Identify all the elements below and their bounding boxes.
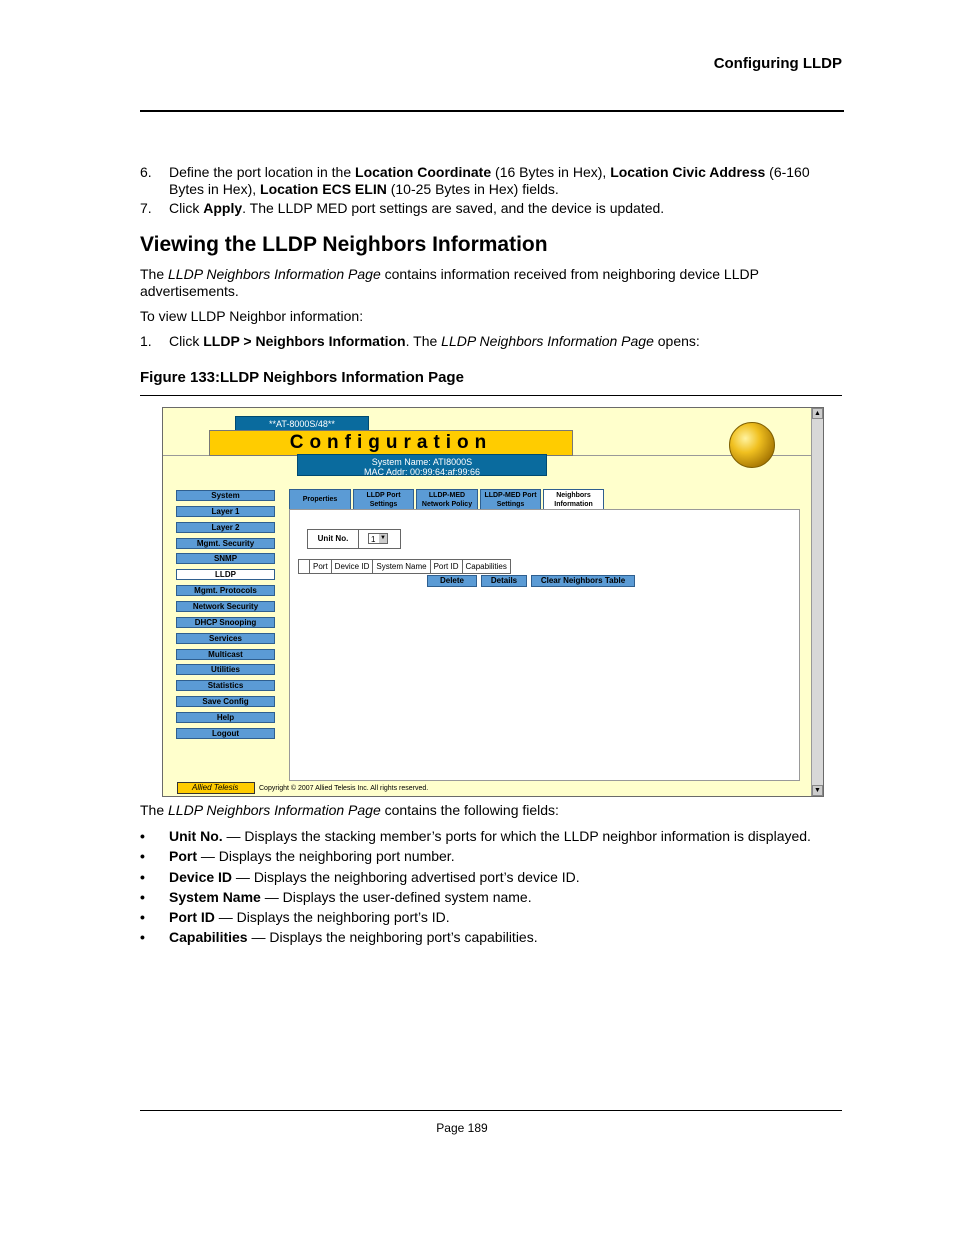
step-7-text (169, 200, 830, 217)
section-intro (140, 266, 820, 300)
scroll-down-icon[interactable]: ▼ (812, 785, 823, 796)
nav-item-utilities[interactable]: Utilities (176, 664, 275, 675)
unit-no-select[interactable]: 1 ▼ (368, 533, 388, 544)
lldp-neighbors-screenshot (162, 407, 824, 797)
vertical-scrollbar[interactable] (811, 408, 823, 796)
text-run: LLDP > Neighbors Information (203, 333, 406, 349)
unit-no-label: Unit No. (308, 530, 359, 548)
nav-item-network-security[interactable]: Network Security (176, 601, 275, 612)
list-item (140, 929, 811, 949)
text-run: LLDP Neighbors Information Page (441, 333, 654, 349)
nav-item-mgmt-security[interactable]: Mgmt. Security (176, 538, 275, 549)
text-run: Click (169, 200, 204, 216)
nav-item-system[interactable]: System (176, 490, 275, 501)
field-name: System Name (169, 888, 261, 905)
column-header: Port (310, 560, 332, 574)
tab-label-line2: Information (554, 501, 593, 508)
text-run: . The (405, 333, 442, 349)
column-header: Device ID (331, 560, 373, 574)
column-header: System Name (373, 560, 430, 574)
select-column-header (299, 560, 310, 574)
text-run: The (140, 802, 169, 818)
field-desc: — Displays the neighboring port’s capabilities. (247, 929, 538, 946)
text-run: Click (169, 333, 204, 349)
field-desc: — Displays the neighboring advertised port’s device ID. (232, 868, 580, 885)
running-header: Configuring LLDP (713, 55, 842, 72)
nav-item-multicast[interactable]: Multicast (176, 649, 275, 660)
bullet-icon: • (140, 848, 145, 865)
unit-no-box (307, 529, 401, 549)
nav-item-snmp[interactable]: SNMP (176, 553, 275, 564)
nav-item-mgmt-protocols[interactable]: Mgmt. Protocols (176, 585, 275, 596)
step-1-text (169, 333, 830, 350)
nav-item-services[interactable]: Services (176, 633, 275, 644)
model-tag: **AT-8000S/48** (235, 416, 369, 432)
tab-label-line1: Neighbors (556, 492, 591, 499)
field-name: Device ID (169, 868, 233, 885)
nav-item-save-config[interactable]: Save Config (176, 696, 275, 707)
bullet-icon: • (140, 929, 145, 946)
field-desc: — Displays the user-defined system name. (260, 888, 532, 905)
delete-button[interactable]: Delete (427, 575, 477, 587)
nav-item-layer-1[interactable]: Layer 1 (176, 506, 275, 517)
section-heading: Viewing the LLDP Neighbors Information (140, 233, 548, 256)
nav-item-statistics[interactable]: Statistics (176, 680, 275, 691)
bullet-icon: • (140, 909, 145, 926)
page-number: Page 189 (436, 1121, 488, 1135)
chevron-down-icon: ▼ (380, 535, 386, 541)
tab-properties[interactable] (289, 489, 351, 510)
text-run: (6-160 Bytes in Hex), (169, 164, 810, 197)
text-run: Location Coordinate (355, 164, 492, 180)
to-view-text: To view LLDP Neighbor information: (140, 308, 364, 324)
step-1: 1. Click LLDP > Neighbors Information. The LLDP Neighbors Information Page opens: (140, 333, 830, 350)
text-run: Location ECS ELIN (260, 181, 387, 197)
step-7: 7. Click Apply. The LLDP MED port settings are saved, and the device is updated. (140, 200, 830, 217)
tab-lldp-med-network-policy[interactable] (416, 489, 478, 510)
system-name: System Name: ATI8000S (371, 457, 473, 467)
text-run: contains information received from neighboring device LLDP advertisements. (140, 266, 759, 299)
content-panel (289, 509, 800, 781)
clear-neighbors-table-button[interactable]: Clear Neighbors Table (531, 575, 635, 587)
field-desc: — Displays the stacking member’s ports for which the LLDP neighbor information is displayed. (222, 828, 811, 844)
text-run: Define the port location in the (169, 164, 356, 180)
footer-rule (140, 1110, 842, 1111)
text-run: Apply (203, 200, 243, 216)
tab-label-line1: Properties (302, 496, 338, 503)
list-item (140, 909, 811, 929)
header-rule (140, 110, 844, 112)
fields-list (140, 828, 811, 950)
text-run: . The LLDP MED port settings are saved, and the device is updated. (242, 200, 665, 216)
tab-label-line2: Settings (496, 501, 525, 508)
text-run: The (140, 266, 169, 282)
tab-lldp-med-port-settings[interactable] (480, 489, 541, 510)
tab-label-line2: Network Policy (421, 501, 473, 508)
bullet-icon: • (140, 828, 145, 844)
step-6-text (169, 164, 830, 198)
nav-item-help[interactable]: Help (176, 712, 275, 723)
text-run: LLDP Neighbors Information Page (168, 266, 381, 282)
field-desc: — Displays the neighboring port number. (197, 848, 455, 865)
tab-label-line1: LLDP-MED (428, 492, 466, 499)
text-run: LLDP Neighbors Information Page (168, 802, 381, 818)
tab-label-line1: LLDP Port (366, 492, 401, 499)
mac-address: MAC Addr: 00:99:64:af:99:66 (363, 467, 481, 477)
field-name: Port ID (169, 909, 215, 926)
nav-item-layer-2[interactable]: Layer 2 (176, 522, 275, 533)
tab-lldp-port-settings[interactable] (353, 489, 414, 510)
list-item (140, 848, 811, 868)
configuration-banner: Configuration (209, 430, 573, 456)
text-run: opens: (653, 333, 700, 349)
details-button[interactable]: Details (481, 575, 527, 587)
list-item (140, 869, 811, 889)
field-name: Capabilities (169, 929, 248, 946)
nav-item-logout[interactable]: Logout (176, 728, 275, 739)
tab-label-line1: LLDP-MED Port (484, 492, 537, 499)
globe-logo-icon (729, 422, 775, 468)
step-6: 6. Define the port location in the Location Coordinate (16 Bytes in Hex), Location Civic Address (6-160 Bytes in Hex), Location ECS ELIN (10-25 Bytes in Hex) fields. (140, 164, 830, 198)
fields-intro (140, 802, 559, 819)
tab-label-line2: Settings (369, 501, 398, 508)
text-run: Location Civic Address (610, 164, 766, 180)
figure-caption: Figure 133:LLDP Neighbors Information Page (140, 369, 464, 386)
bullet-icon: • (140, 888, 145, 905)
copyright-text: Copyright © 2007 Allied Telesis Inc. All rights reserved. (259, 785, 429, 792)
figure-rule (140, 395, 842, 396)
scroll-up-icon[interactable]: ▲ (812, 408, 823, 419)
field-desc: — Displays the neighboring port’s ID. (214, 909, 450, 926)
system-info-box (297, 454, 547, 476)
text-run: (10-25 Bytes in Hex) fields. (386, 181, 559, 197)
list-item (140, 828, 811, 848)
field-name: Port (169, 848, 197, 865)
tab-neighbors-information[interactable] (543, 489, 604, 511)
table-header-row (299, 560, 511, 574)
column-header: Port ID (430, 560, 462, 574)
list-item (140, 889, 811, 909)
column-header: Capabilities (462, 560, 510, 574)
text-run: (16 Bytes in Hex), (491, 164, 611, 180)
nav-item-dhcp-snooping[interactable]: DHCP Snooping (176, 617, 275, 628)
bullet-icon: • (140, 868, 145, 885)
neighbors-table (298, 559, 511, 574)
text-run: contains the following fields: (380, 802, 559, 818)
field-name: Unit No. (169, 828, 223, 844)
allied-telesis-logo: Allied Telesis (177, 782, 255, 794)
nav-item-lldp[interactable]: LLDP (176, 569, 275, 580)
